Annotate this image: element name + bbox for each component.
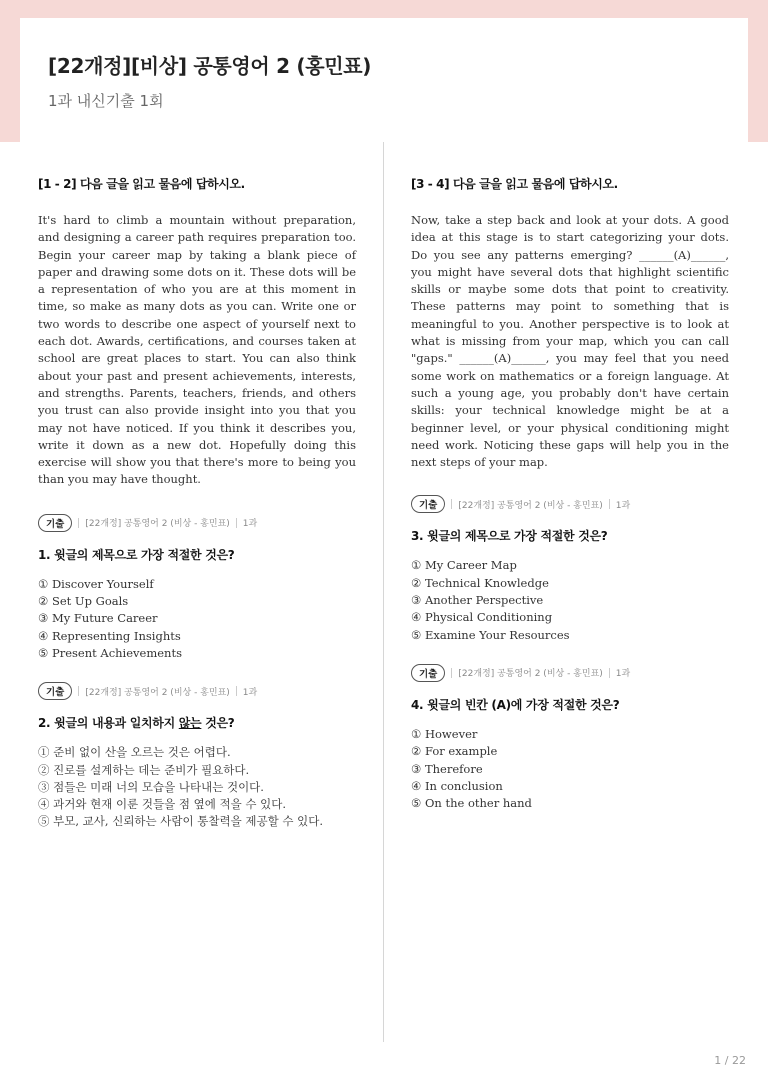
question-meta	[38, 514, 356, 532]
options-q1	[38, 576, 356, 662]
source-label: [22개정] 공통영어 2 (비상 - 홍민표)	[458, 669, 603, 680]
question-4: 4. 윗글의 빈칸 (A)에 가장 적절한 것은?	[411, 697, 620, 712]
option[interactable]: ④ Physical Conditioning	[411, 610, 553, 625]
option[interactable]: ① My Career Map	[411, 558, 517, 573]
option[interactable]: ④ In conclusion	[411, 778, 503, 793]
section-heading: [1 - 2] 다음 글을 읽고 물음에 답하시오.	[38, 177, 245, 191]
question-meta	[38, 682, 356, 700]
options-q2	[38, 744, 356, 830]
option[interactable]: ① Discover Yourself	[38, 576, 154, 591]
exam-tag: 기출	[38, 682, 72, 700]
separator	[609, 499, 610, 509]
option[interactable]: ① 준비 없이 산을 오르는 것은 어렵다.	[38, 745, 231, 760]
source-label: [22개정] 공통영어 2 (비상 - 홍민표)	[458, 500, 603, 511]
options-q4	[411, 726, 729, 812]
document-subtitle: 1과 내신기출 1회	[48, 92, 164, 110]
separator	[236, 686, 237, 696]
question-meta	[411, 495, 729, 513]
option[interactable]: ③ 점들은 미래 너의 모습을 나타내는 것이다.	[38, 779, 264, 794]
option[interactable]: ② Technical Knowledge	[411, 575, 549, 590]
lesson-label: 1과	[615, 500, 631, 511]
question-1: 1. 윗글의 제목으로 가장 적절한 것은?	[38, 547, 235, 562]
separator	[451, 499, 452, 509]
column-divider	[383, 142, 384, 1042]
separator	[236, 518, 237, 528]
question-2-tail: 것은?	[201, 716, 235, 731]
option[interactable]: ③ Another Perspective	[411, 593, 544, 608]
separator	[609, 668, 610, 678]
option[interactable]: ② 진로를 설계하는 데는 준비가 필요하다.	[38, 762, 250, 777]
option[interactable]: ② Set Up Goals	[38, 594, 129, 609]
option[interactable]: ③ Therefore	[411, 761, 483, 776]
option[interactable]: ③ My Future Career	[38, 611, 158, 626]
reading-passage: Now, take a step back and look at your dots. A good idea at this stage is to start categorizing your dots. Do you see any patterns emerging? ______(A)______, you might have several dots that highlight scientific skills or maybe some dots that point to creativity. These patterns may point to something that is meaningful to you. Another perspective is to look at what is missing from your map, which you can call "gaps." ______(A)______, you may feel that you need some work on mathematics or a foreign language. At such a young age, you probably don't have certain skills: your technical knowledge might be at a beginner level, or your physical conditioning might need work. Noticing these gaps will help you in the next steps of your map.	[411, 213, 729, 470]
option[interactable]: ⑤ Examine Your Resources	[411, 627, 570, 642]
option[interactable]: ⑤ On the other hand	[411, 796, 532, 811]
exam-tag: 기출	[411, 664, 445, 682]
section-heading: [3 - 4] 다음 글을 읽고 물음에 답하시오.	[411, 177, 618, 191]
lesson-label: 1과	[242, 687, 258, 698]
left-column	[38, 142, 356, 831]
page-number: 1 / 22	[714, 1054, 746, 1067]
question-3: 3. 윗글의 제목으로 가장 적절한 것은?	[411, 529, 608, 544]
lesson-label: 1과	[615, 669, 631, 680]
source-label: [22개정] 공통영어 2 (비상 - 홍민표)	[85, 687, 230, 698]
question-2-emphasis: 않는	[178, 716, 202, 731]
question-meta	[411, 664, 729, 682]
options-q3	[411, 557, 729, 643]
header-card	[20, 18, 748, 142]
reading-passage: It's hard to climb a mountain without preparation, and designing a career path requires preparation too. Begin your career map by taking a blank piece of paper and drawing some dots on it. These dots will be a representation of who you are at this moment in time, so make as many dots as you can. Write one or two words to describe one aspect of yourself next to each dot. Awards, certifications, and courses taken at school are great places to start. You can also think about your past and present achievements, interests, and strengths. Parents, teachers, friends, and others you trust can also provide insight into you that you may not have noticed. If you think it describes you, write it down as a new dot. Hopefully doing this exercise will show you that there's more to being you than you may have thought.	[38, 213, 356, 487]
option[interactable]: ⑤ Present Achievements	[38, 645, 182, 660]
option[interactable]: ⑤ 부모, 교사, 신뢰하는 사람이 통찰력을 제공할 수 있다.	[38, 814, 323, 829]
separator	[78, 518, 79, 528]
exam-tag: 기출	[38, 514, 72, 532]
option[interactable]: ② For example	[411, 744, 498, 759]
document-title: [22개정][비상] 공통영어 2 (홍민표)	[48, 54, 372, 78]
option[interactable]: ④ Representing Insights	[38, 628, 181, 643]
question-2	[38, 714, 356, 731]
exam-tag: 기출	[411, 495, 445, 513]
lesson-label: 1과	[242, 519, 258, 530]
separator	[78, 686, 79, 696]
separator	[451, 668, 452, 678]
source-label: [22개정] 공통영어 2 (비상 - 홍민표)	[85, 519, 230, 530]
question-2-text: 2. 윗글의 내용과 일치하지	[38, 716, 179, 731]
option[interactable]: ④ 과거와 현재 이룬 것들을 점 옆에 적을 수 있다.	[38, 797, 287, 812]
right-column	[411, 142, 729, 812]
option[interactable]: ① However	[411, 726, 478, 741]
